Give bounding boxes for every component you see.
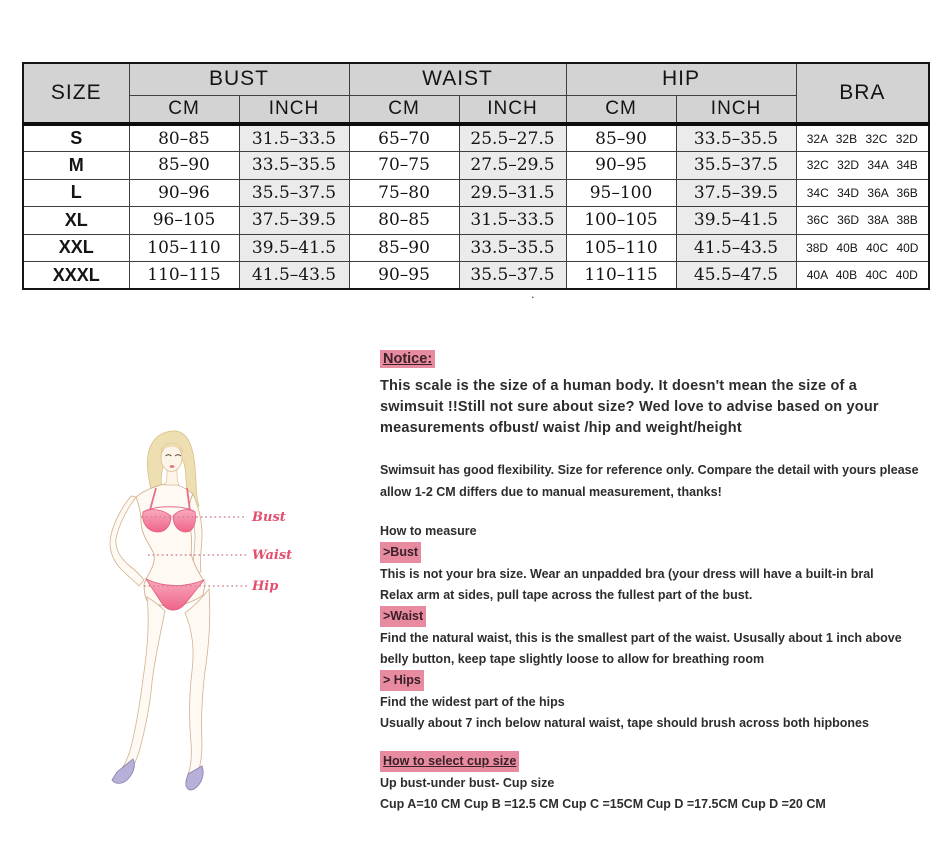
cell-hip-inch: 45.5–47.5 (676, 262, 796, 290)
waist-label: Waist (252, 548, 293, 563)
cell-bust-inch: 31.5–33.5 (239, 124, 349, 152)
size-chart-table (22, 62, 930, 290)
cell-bra: 40A 40B 40C 40D (796, 262, 929, 290)
hips-line-text: Find the widest part of the hips (380, 695, 565, 709)
waist-section-heading: >Waist (380, 606, 426, 627)
waist-line-text: Find the natural waist, this is the smallest part of the waist. Ususally about 1 inch above (380, 631, 902, 645)
cell-hip-inch: 41.5–43.5 (676, 234, 796, 262)
cell-bra: 32A 32B 32C 32D (796, 124, 929, 152)
unit-hip-cm: CM (566, 95, 676, 124)
bust-label: Bust (252, 510, 286, 525)
cell-bust-inch: 41.5–43.5 (239, 262, 349, 290)
flexibility-line: Swimsuit has good flexibility. Size for reference only. Compare the detail with yours please (380, 463, 919, 477)
cell-bust-cm: 105–110 (129, 234, 239, 262)
flexibility-line: allow 1-2 CM differs due to manual measurement, thanks! (380, 485, 722, 499)
table-row (23, 234, 929, 262)
cell-bust-cm: 110–115 (129, 262, 239, 290)
cell-bust-cm: 85–90 (129, 152, 239, 180)
notice-heading: Notice: (380, 350, 435, 368)
cell-bra: 34C 34D 36A 36B (796, 179, 929, 207)
table-row (23, 152, 929, 180)
col-header-size: SIZE (23, 63, 129, 124)
col-header-hip: HIP (566, 63, 796, 95)
hips-section-text (380, 692, 936, 734)
cell-waist-cm: 65–70 (349, 124, 459, 152)
how-to-measure-heading: How to measure (380, 524, 477, 538)
cell-waist-cm: 85–90 (349, 234, 459, 262)
left-shoe (112, 759, 134, 783)
bust-line-text: This is not your bra size. Wear an unpadded bra (your dress will have a built-in bral (380, 567, 874, 581)
cup-size-heading: How to select cup size (380, 751, 519, 772)
unit-bust-inch: INCH (239, 95, 349, 124)
cell-size: XL (23, 207, 129, 235)
cell-bust-inch: 33.5–35.5 (239, 152, 349, 180)
flexibility-paragraph (380, 459, 936, 503)
table-header-row (23, 63, 929, 95)
cup-line-text: Up bust-under bust- Cup size (380, 776, 555, 790)
bust-line-text: Relax arm at sides, pull tape across the fullest part of the bust. (380, 588, 753, 602)
neck-shape (165, 470, 179, 485)
cup-line-text: Cup A=10 CM Cup B =12.5 CM Cup C =15CM Cup D =17.5CM Cup D =20 CM (380, 797, 826, 811)
cell-waist-inch: 25.5–27.5 (459, 124, 566, 152)
cell-waist-cm: 75–80 (349, 179, 459, 207)
cell-size: XXL (23, 234, 129, 262)
cup-size-text (380, 773, 936, 815)
unit-waist-inch: INCH (459, 95, 566, 124)
cell-hip-cm: 90–95 (566, 152, 676, 180)
col-header-bust: BUST (129, 63, 349, 95)
cell-size: L (23, 179, 129, 207)
table-row (23, 207, 929, 235)
cell-bra: 32C 32D 34A 34B (796, 152, 929, 180)
cell-hip-cm: 85–90 (566, 124, 676, 152)
cell-hip-cm: 100–105 (566, 207, 676, 235)
cell-waist-cm: 70–75 (349, 152, 459, 180)
cell-bra: 36C 36D 38A 38B (796, 207, 929, 235)
notice-line: This scale is the size of a human body. It doesn't mean the size of a (380, 378, 858, 394)
table-row (23, 262, 929, 290)
cell-bust-cm: 96–105 (129, 207, 239, 235)
cell-hip-inch: 35.5–37.5 (676, 152, 796, 180)
table-row (23, 179, 929, 207)
cell-waist-inch: 35.5–37.5 (459, 262, 566, 290)
cell-waist-inch: 27.5–29.5 (459, 152, 566, 180)
notes-column (380, 350, 936, 815)
cell-bust-inch: 37.5–39.5 (239, 207, 349, 235)
cell-size: XXXL (23, 262, 129, 290)
hips-line-text: Usually about 7 inch below natural waist, tape should brush across both hipbones (380, 716, 869, 730)
table-row (23, 124, 929, 152)
lips (170, 465, 175, 468)
unit-waist-cm: CM (349, 95, 459, 124)
cell-hip-cm: 110–115 (566, 262, 676, 290)
cell-bust-inch: 35.5–37.5 (239, 179, 349, 207)
table-unit-row (23, 95, 929, 124)
unit-hip-inch: INCH (676, 95, 796, 124)
unit-bust-cm: CM (129, 95, 239, 124)
cell-waist-inch: 31.5–33.5 (459, 207, 566, 235)
notice-line: measurements ofbust/ waist /hip and weight/height (380, 420, 742, 436)
hips-section-heading: > Hips (380, 670, 424, 691)
col-header-bra: BRA (796, 63, 929, 124)
cell-hip-inch: 39.5–41.5 (676, 207, 796, 235)
waist-line-text: belly button, keep tape slightly loose to allow for breathing room (380, 652, 765, 666)
stray-dot: . (531, 286, 535, 301)
cell-waist-cm: 80–85 (349, 207, 459, 235)
cell-size: M (23, 152, 129, 180)
bust-section-heading: >Bust (380, 542, 421, 563)
right-leg-shape (185, 589, 210, 778)
body-measurement-illustration (95, 425, 340, 805)
hip-label: Hip (252, 579, 279, 594)
cell-bust-cm: 80–85 (129, 124, 239, 152)
cell-waist-inch: 33.5–35.5 (459, 234, 566, 262)
notice-line: swimsuit !!Still not sure about size? Wed love to advise based on your (380, 399, 879, 415)
left-arm-shape (110, 496, 144, 586)
cell-hip-cm: 95–100 (566, 179, 676, 207)
notice-paragraph (380, 376, 936, 439)
cell-waist-inch: 29.5–31.5 (459, 179, 566, 207)
cell-bra: 38D 40B 40C 40D (796, 234, 929, 262)
cell-bust-cm: 90–96 (129, 179, 239, 207)
cell-waist-cm: 90–95 (349, 262, 459, 290)
figure-illustration-container (95, 425, 340, 805)
cell-size: S (23, 124, 129, 152)
cell-hip-cm: 105–110 (566, 234, 676, 262)
left-leg-shape (117, 597, 165, 778)
waist-section-text (380, 628, 936, 670)
cell-hip-inch: 37.5–39.5 (676, 179, 796, 207)
col-header-waist: WAIST (349, 63, 566, 95)
cell-hip-inch: 33.5–35.5 (676, 124, 796, 152)
bust-section-text (380, 564, 936, 606)
cell-bust-inch: 39.5–41.5 (239, 234, 349, 262)
